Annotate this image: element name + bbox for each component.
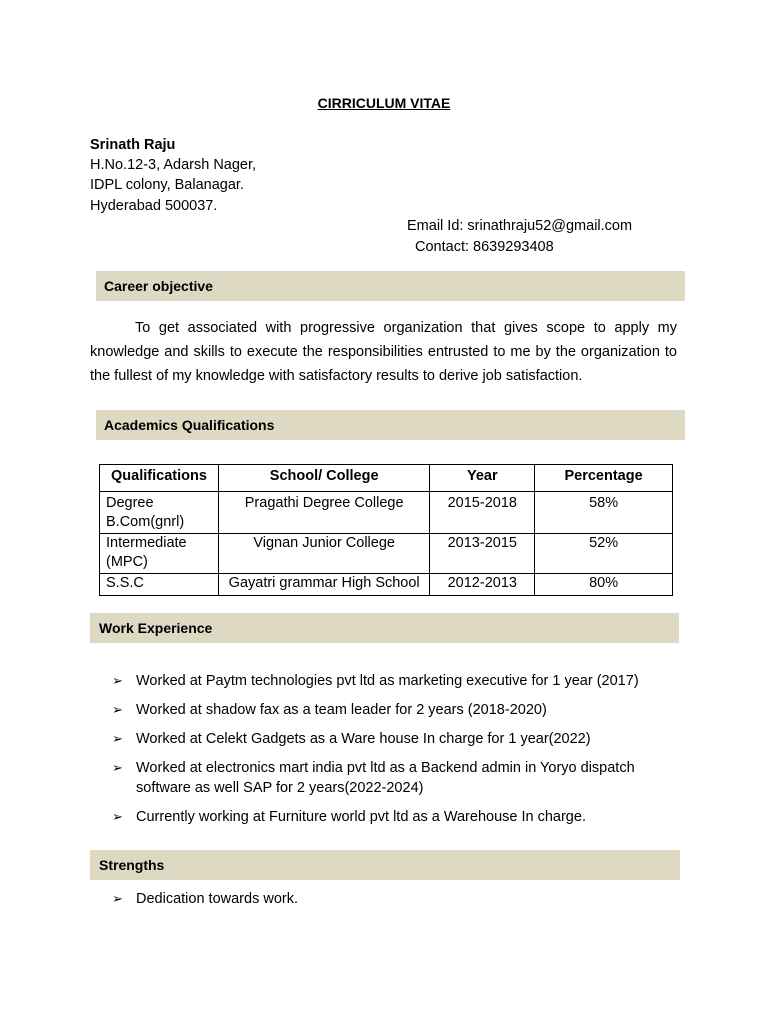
cell-year: 2013-2015	[430, 534, 535, 574]
work-experience-list	[112, 671, 682, 836]
cell-year: 2012-2013	[430, 574, 535, 596]
list-item-text: Worked at electronics mart india pvt ltd as a Backend admin in Yoryo dispatch software as well SAP for 2 years(2022-2024)	[136, 760, 635, 796]
list-item-text: Worked at Celekt Gadgets as a Ware house In charge for 1 year(2022)	[136, 731, 591, 747]
list-item	[112, 807, 682, 827]
section-work-experience	[90, 613, 679, 643]
address-line-2: IDPL colony, Balanagar.	[90, 177, 244, 193]
list-item-text: Worked at Paytm technologies pvt ltd as marketing executive for 1 year (2017)	[136, 673, 639, 689]
section-heading-work-experience: Work Experience	[99, 620, 213, 636]
person-name: Srinath Raju	[90, 137, 176, 153]
arrow-bullet-icon: ➢	[112, 760, 123, 775]
qualification-line: (MPC)	[106, 554, 148, 570]
section-heading-academics: Academics Qualifications	[104, 417, 275, 433]
qualification-line: Degree	[106, 495, 154, 511]
list-item	[112, 729, 682, 749]
email-line: Email Id: srinathraju52@gmail.com	[407, 218, 633, 234]
table-row	[100, 574, 673, 596]
arrow-bullet-icon: ➢	[112, 809, 123, 824]
arrow-bullet-icon: ➢	[112, 673, 123, 688]
cell-year: 2015-2018	[430, 492, 535, 534]
table-header-row	[100, 465, 673, 492]
cell-percentage: 58%	[535, 492, 673, 534]
list-item	[112, 758, 682, 798]
cell-percentage: 52%	[535, 534, 673, 574]
arrow-bullet-icon: ➢	[112, 891, 123, 906]
cell-school: Pragathi Degree College	[218, 492, 429, 534]
qualification-line: B.Com(gnrl)	[106, 514, 185, 530]
section-heading-career-objective: Career objective	[104, 278, 213, 294]
academics-table	[99, 464, 673, 596]
section-academics	[96, 410, 685, 440]
cell-qualification	[100, 492, 219, 534]
arrow-bullet-icon: ➢	[112, 731, 123, 746]
list-item	[112, 671, 682, 691]
table-row	[100, 492, 673, 534]
qualification-line: Intermediate	[106, 535, 187, 551]
cell-percentage: 80%	[535, 574, 673, 596]
cell-school: Gayatri grammar High School	[218, 574, 429, 596]
section-strengths	[90, 850, 680, 880]
table-row	[100, 534, 673, 574]
career-objective-text: To get associated with progressive organization that gives scope to apply my knowledge and skills to execute the responsibilities entrusted to me by the organization to the fullest of my knowledge with satisfactory results to derive job satisfaction.	[90, 320, 677, 384]
cell-qualification	[100, 534, 219, 574]
list-item	[112, 700, 682, 720]
column-header-qualifications: Qualifications	[100, 465, 219, 492]
section-career-objective	[96, 271, 685, 301]
list-item-text: Currently working at Furniture world pvt ltd as a Warehouse In charge.	[136, 809, 586, 825]
section-heading-strengths: Strengths	[99, 857, 165, 873]
arrow-bullet-icon: ➢	[112, 702, 123, 717]
strengths-list	[112, 889, 682, 918]
column-header-percentage: Percentage	[535, 465, 673, 492]
cell-qualification	[100, 574, 219, 596]
address-line-3: Hyderabad 500037.	[90, 198, 218, 214]
address-line-1: H.No.12-3, Adarsh Nager,	[90, 157, 257, 173]
cell-school: Vignan Junior College	[218, 534, 429, 574]
document-title: CIRRICULUM VITAE	[317, 95, 451, 111]
column-header-year: Year	[430, 465, 535, 492]
qualification-line: S.S.C	[106, 575, 144, 591]
contact-line: Contact: 8639293408	[415, 239, 554, 255]
list-item-text: Worked at shadow fax as a team leader for 2 years (2018-2020)	[136, 702, 547, 718]
list-item	[112, 889, 682, 909]
column-header-school: School/ College	[218, 465, 429, 492]
list-item-text: Dedication towards work.	[136, 891, 298, 907]
